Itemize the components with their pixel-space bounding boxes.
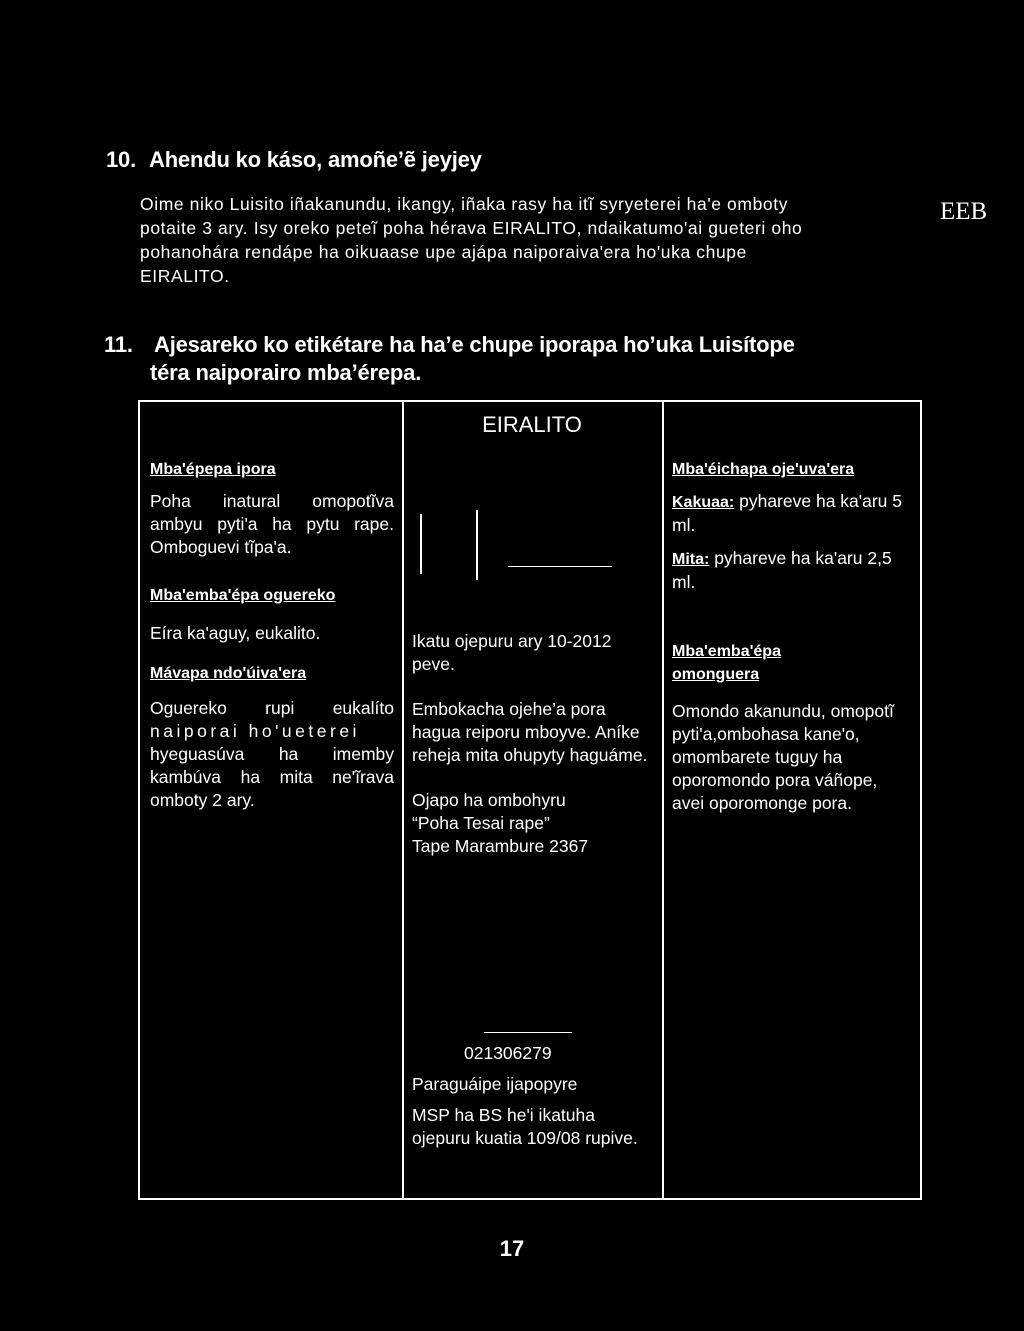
label-middle-footer	[412, 1042, 652, 1150]
effects-text: Omondo akanundu, omopotĩ pyti'a,ombohasa kane'o, omombarete tuguy ha oporomondo pora váñope, avei oporomonge pora.	[672, 701, 894, 813]
effects-heading: Mba'emba'épa omonguera	[672, 643, 781, 683]
margin-tag: EEB	[940, 198, 988, 225]
paragraph-line: EIRALITO.	[140, 266, 230, 286]
section-10-heading	[106, 147, 482, 173]
section-11-heading	[104, 331, 795, 387]
contraindications-heading: Mávapa ndo'úiva'era	[150, 665, 307, 682]
contra-line: Oguereko rupi eukalíto	[150, 698, 394, 718]
label-left-column	[150, 458, 394, 812]
column-divider	[402, 402, 404, 1198]
paragraph-line: potaite 3 ary. Isy oreko peteĩ poha hérava EIRALITO, ndaikatumo'ai gueteri oho	[140, 218, 803, 238]
section-10-paragraph	[140, 192, 922, 288]
column-divider	[662, 402, 664, 1198]
label-right-column	[672, 458, 914, 815]
storage-text: Embokacha ojehe’a pora hagua reiporu mboyve. Aníke reheja mita ohupyty haguáme.	[412, 699, 648, 765]
label-middle-column	[412, 630, 652, 858]
section-11-title-line2: téra naiporairo mba’érepa.	[150, 360, 422, 385]
registry-text: MSP ha BS he'i ikatuha ojepuru kuatia 109/08 rupive.	[412, 1105, 638, 1148]
section-10-title: Ahendu ko káso, amoñe’ẽ jeyjey	[149, 147, 482, 172]
section-11-number: 11.	[104, 332, 133, 357]
section-11-title-line1: Ajesareko ko etikétare ha ha’e chupe iporapa ho’uka Luisítope	[154, 332, 795, 357]
uses-text: Poha inatural omopotĩva ambyu pyti'a ha pytu rape. Omboguevi tĩpa'a.	[150, 491, 394, 557]
maker-line: “Poha Tesai rape”	[412, 813, 550, 833]
ingredients-heading: Mba'emba'épa oguereko	[150, 587, 336, 604]
section-10-number: 10.	[106, 147, 136, 172]
child-dose	[672, 547, 914, 594]
medicine-label	[138, 400, 922, 1200]
barcode-dash	[508, 566, 612, 567]
adult-dose	[672, 490, 914, 537]
child-key: Mita:	[672, 551, 710, 568]
product-name: EIRALITO	[482, 412, 582, 437]
dosage-heading: Mba'éichapa oje'uva'era	[672, 461, 855, 478]
adult-key: Kakuaa:	[672, 494, 735, 511]
uses-heading: Mba'épepa ipora	[150, 461, 276, 478]
ingredients-text: Eíra ka'aguy, eukalito.	[150, 623, 321, 643]
product-code: 021306279	[464, 1043, 552, 1063]
barcode-mark	[476, 510, 478, 580]
origin-text: Paraguáipe ijapopyre	[412, 1074, 578, 1094]
paragraph-line: pohanohára rendápe ha oikuaase upe ajápa naiporaiva'era ho'uka chupe	[140, 242, 747, 262]
child-value: pyhareve ha ka'aru 2,5 ml.	[672, 548, 892, 592]
adult-value: pyhareve ha ka'aru 5 ml.	[672, 491, 903, 535]
maker-line: Tape Marambure 2367	[412, 836, 589, 856]
contraindications-text	[150, 697, 394, 812]
code-rule	[484, 1032, 572, 1033]
barcode-mark	[420, 514, 422, 574]
expiry-text: Ikatu ojepuru ary 10-2012 peve.	[412, 631, 612, 674]
paragraph-line: Oime niko Luisito iñakanundu, ikangy, iñaka rasy ha itĩ syryeterei ha'e omboty	[140, 194, 789, 214]
page-number: 17	[499, 1236, 525, 1261]
contra-line: hyeguasúva ha imemby kambúva ha mita ne'ĩrava omboty 2 ary.	[150, 744, 394, 810]
maker-line: Ojapo ha ombohyru	[412, 790, 566, 810]
contra-line: naiporai ho'ueterei	[150, 721, 360, 741]
